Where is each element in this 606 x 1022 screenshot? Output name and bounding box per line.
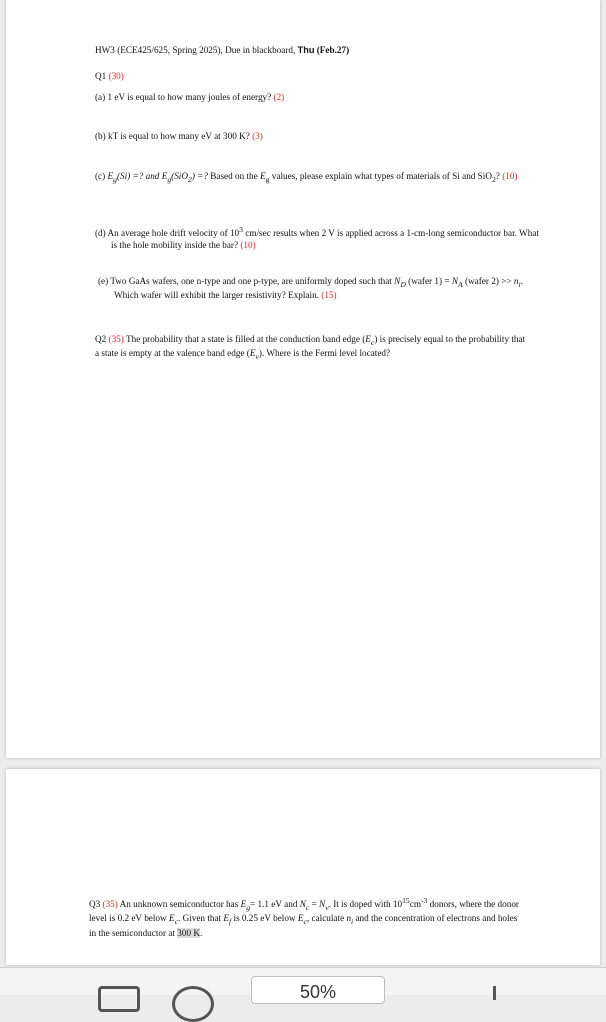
header-day: Thu [297,45,315,55]
header-text: HW3 (ECE425/625, Spring 2025), Due in blackboard, [95,45,296,55]
document-page-2 [6,769,600,965]
q1-title: Q1 (30) [95,71,124,81]
q1-part-d: (d) An average hole drift velocity of $10^3$ cm/sec results when 2 V is applied across a 1-cm-long semiconductor bar. What is the hole mobility inside the bar? (10) [95,225,539,250]
q1-part-c: (c) $E_g(Si)$ =? and $E_g(SiO_2)$ =? Based on the $E_g$ values, please explain what types of materials of Si and SiO$_2$? (10) [95,171,518,184]
header-date: (Feb.27) [316,45,350,55]
page-view-icon[interactable] [98,986,140,1012]
q3-question: Q3 (35) An unknown semiconductor has $E_g= 1.1$ eV and $N_c = N_v$. It is doped with $10^{15}cm^{-3}$ donors, where the donor level is 0.2 eV below $E_c$. Given that $E_f$ is 0.25 eV below $E_c$, calculate $n_i$ and the concentration of electrons and holes in the semiconductor at 300 K. [89,896,519,938]
zoom-level-field[interactable] [251,976,385,1004]
page-header [95,45,527,57]
bottom-toolbar [0,967,606,1002]
add-icon[interactable] [493,986,496,1000]
q1-part-b: (b) kT is equal to how many eV at 300 K? (3) [95,131,263,141]
zoom-level-value: 50% [299,982,337,1002]
q1-part-e: (e) Two GaAs wafers, one n-type and one p-type, are uniformly doped such that $N_D$ (wafer $1) = N_A$ (wafer $2) >> n_i$. Which wafer will exhibit the larger resistivity? Explain. (15) [98,276,523,301]
q2-question: Q2 (35) The probability that a state is filled at the conduction band edge $(E_c)$ is precisely equal to the probability that a state is empty at the valence band edge $(E_v)$. Where is the Fermi level located? [95,334,526,362]
highlighted-temperature: 300 K [177,927,200,938]
eye-icon[interactable] [172,986,214,1022]
q1-part-a: (a) 1 eV is equal to how many joules of energy? (2) [95,92,285,102]
document-page-1 [6,0,600,758]
